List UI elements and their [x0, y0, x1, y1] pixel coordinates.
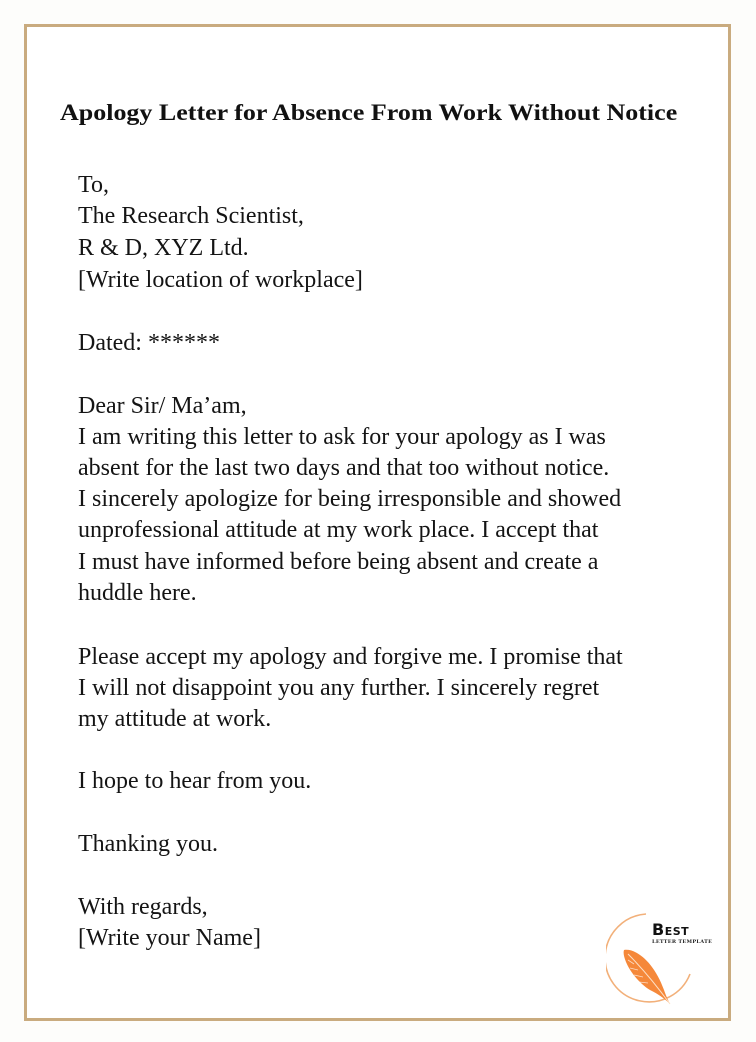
paragraph-2-line: my attitude at work.	[78, 706, 272, 732]
closing-line: I hope to hear from you.	[78, 768, 312, 794]
thanks-line: Thanking you.	[78, 831, 218, 857]
logo-wordmark: BEST	[652, 920, 690, 939]
regards-line: With regards,	[78, 894, 208, 920]
paragraph-1-line: I am writing this letter to ask for your apology as I was	[78, 424, 606, 450]
recipient-designation: The Research Scientist,	[78, 203, 304, 229]
paragraph-1-line: absent for the last two days and that too without notice.	[78, 455, 610, 481]
recipient-to: To,	[78, 172, 109, 198]
logo-subtitle: LETTER TEMPLATE	[652, 939, 713, 945]
paragraph-1-line: I sincerely apologize for being irresponsible and showed	[78, 486, 622, 512]
paragraph-1-line: I must have informed before being absent and create a	[78, 549, 599, 575]
paragraph-2-line: Please accept my apology and forgive me. I promise that	[78, 644, 623, 670]
paragraph-1-line: unprofessional attitude at my work place. I accept that	[78, 517, 599, 543]
greeting: Dear Sir/ Ma’am,	[78, 393, 247, 419]
date-line: Dated: ******	[78, 330, 220, 356]
recipient-location-placeholder: [Write location of workplace]	[78, 267, 363, 293]
letter-title: Apology Letter for Absence From Work Without Notice	[60, 100, 678, 125]
best-letter-template-logo	[606, 912, 716, 1006]
signature-name-placeholder: [Write your Name]	[78, 925, 261, 951]
recipient-company: R & D, XYZ Ltd.	[78, 235, 249, 261]
paragraph-1-line: huddle here.	[78, 580, 197, 606]
paragraph-2-line: I will not disappoint you any further. I sincerely regret	[78, 675, 600, 701]
